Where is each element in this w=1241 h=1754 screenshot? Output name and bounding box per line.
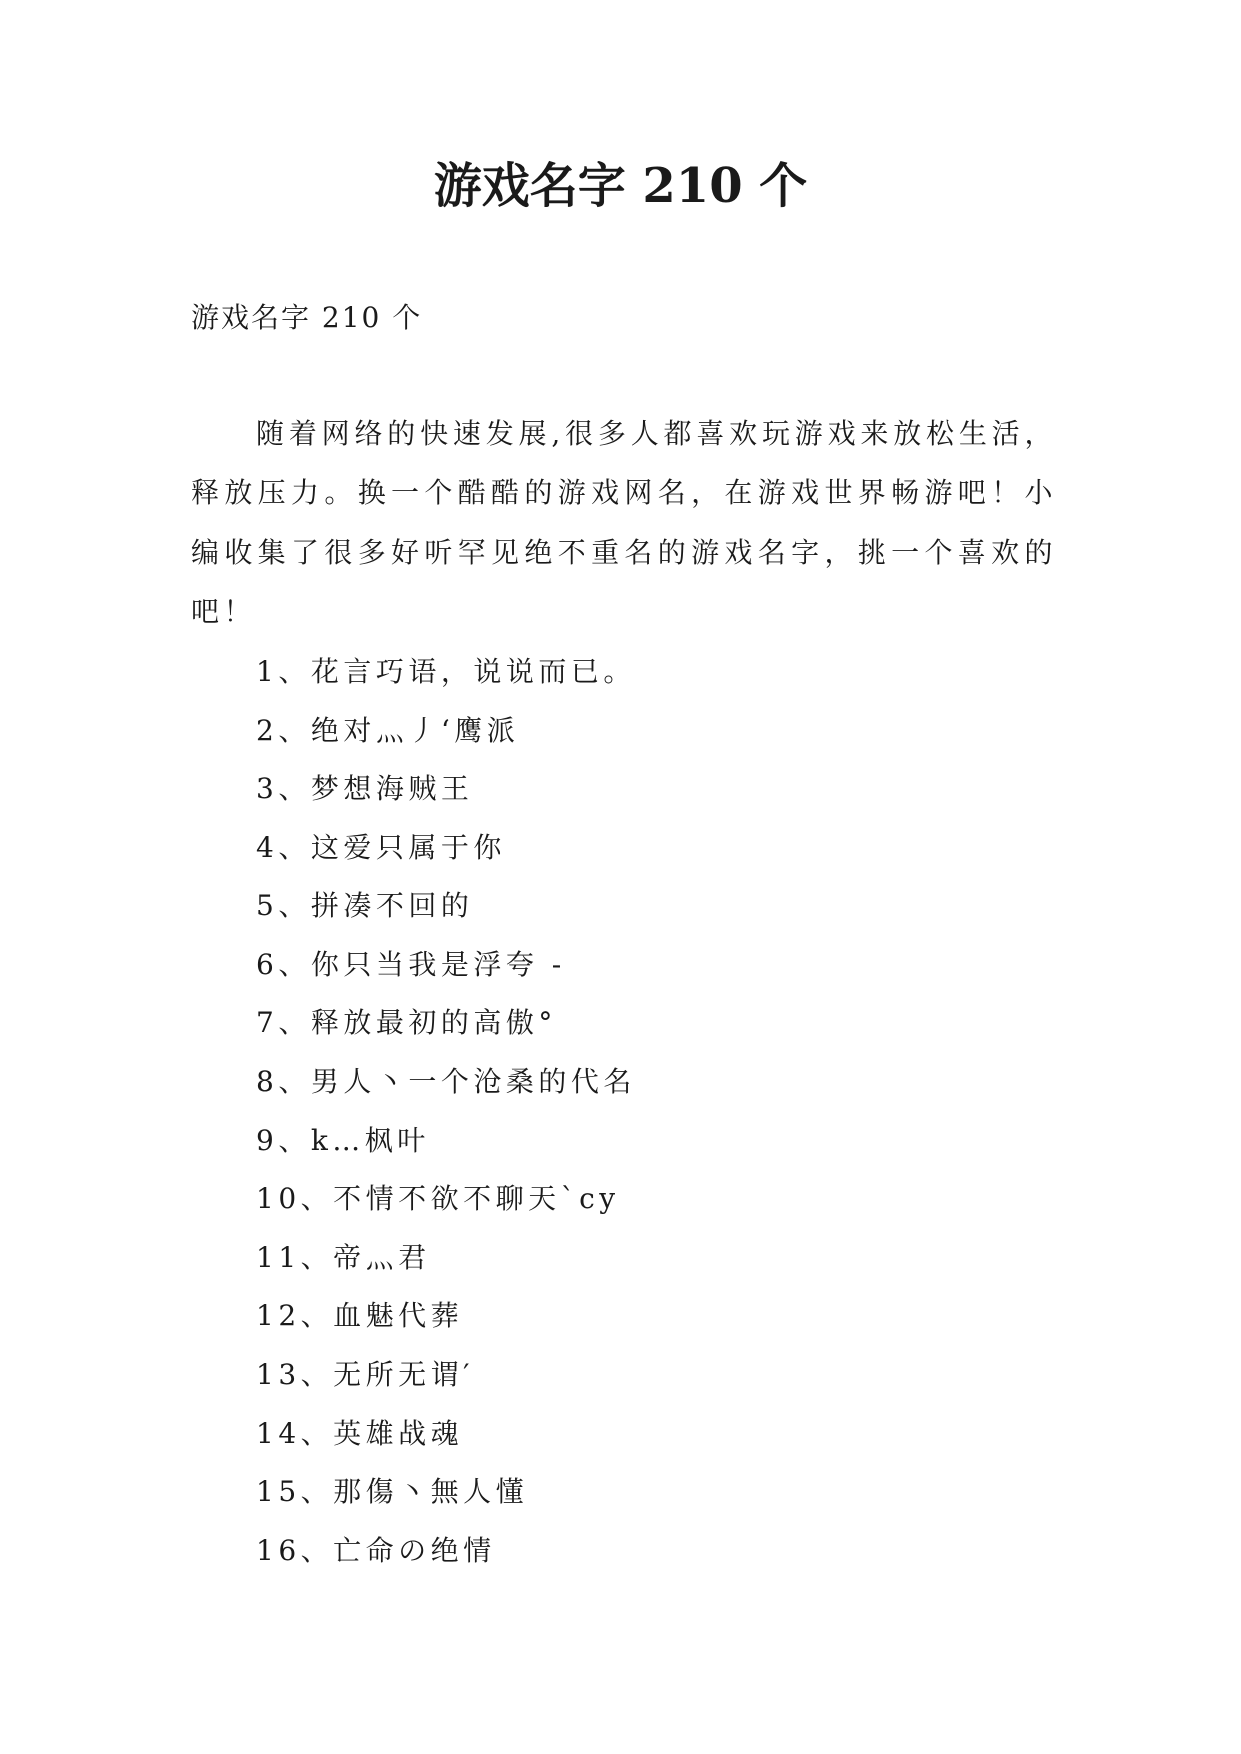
name-list (256, 643, 1056, 1580)
list-item: 11、帝灬君 (256, 1240, 431, 1274)
list-item: 7、释放最初的高傲° (256, 1006, 557, 1040)
list-item: 3、梦想海贼王 (256, 772, 474, 806)
document-subtitle: 游戏名字 210 个 (191, 301, 423, 334)
list-item: 13、无所无谓′ (256, 1357, 474, 1391)
list-item: 16、亡命の绝情 (256, 1533, 496, 1567)
intro-line: 编收集了很多好听罕见绝不重名的游戏名字，挑一个喜欢的 (191, 535, 1057, 569)
list-item: 4、这爱只属于你 (256, 830, 506, 864)
intro-line: 随着网络的快速发展,很多人都喜欢玩游戏来放松生活， (256, 417, 1057, 450)
list-item: 15、那傷丶無人懂 (256, 1475, 529, 1509)
intro-line: 释放压力。换一个酷酷的游戏网名，在游戏世界畅游吧！小 (191, 476, 1057, 510)
list-item: 6、你只当我是浮夸 - (256, 947, 566, 981)
list-item: 2、绝对灬丿‘鹰派 (256, 713, 520, 747)
list-item: 1、花言巧语，说说而已。 (256, 655, 636, 688)
list-item: 5、拼凑不回的 (256, 889, 474, 923)
intro-paragraph (191, 404, 1057, 641)
list-item: 10、不情不欲不聊天`cy (256, 1182, 620, 1216)
intro-line: 吧！ (191, 594, 257, 628)
list-item: 14、英雄战魂 (256, 1416, 464, 1450)
list-item: 12、血魅代葬 (256, 1299, 464, 1333)
document-title: 游戏名字 210 个 (433, 158, 808, 214)
list-item: 8、男人丶一个沧桑的代名 (256, 1065, 636, 1099)
list-item: 9、k…枫叶 (256, 1123, 430, 1157)
